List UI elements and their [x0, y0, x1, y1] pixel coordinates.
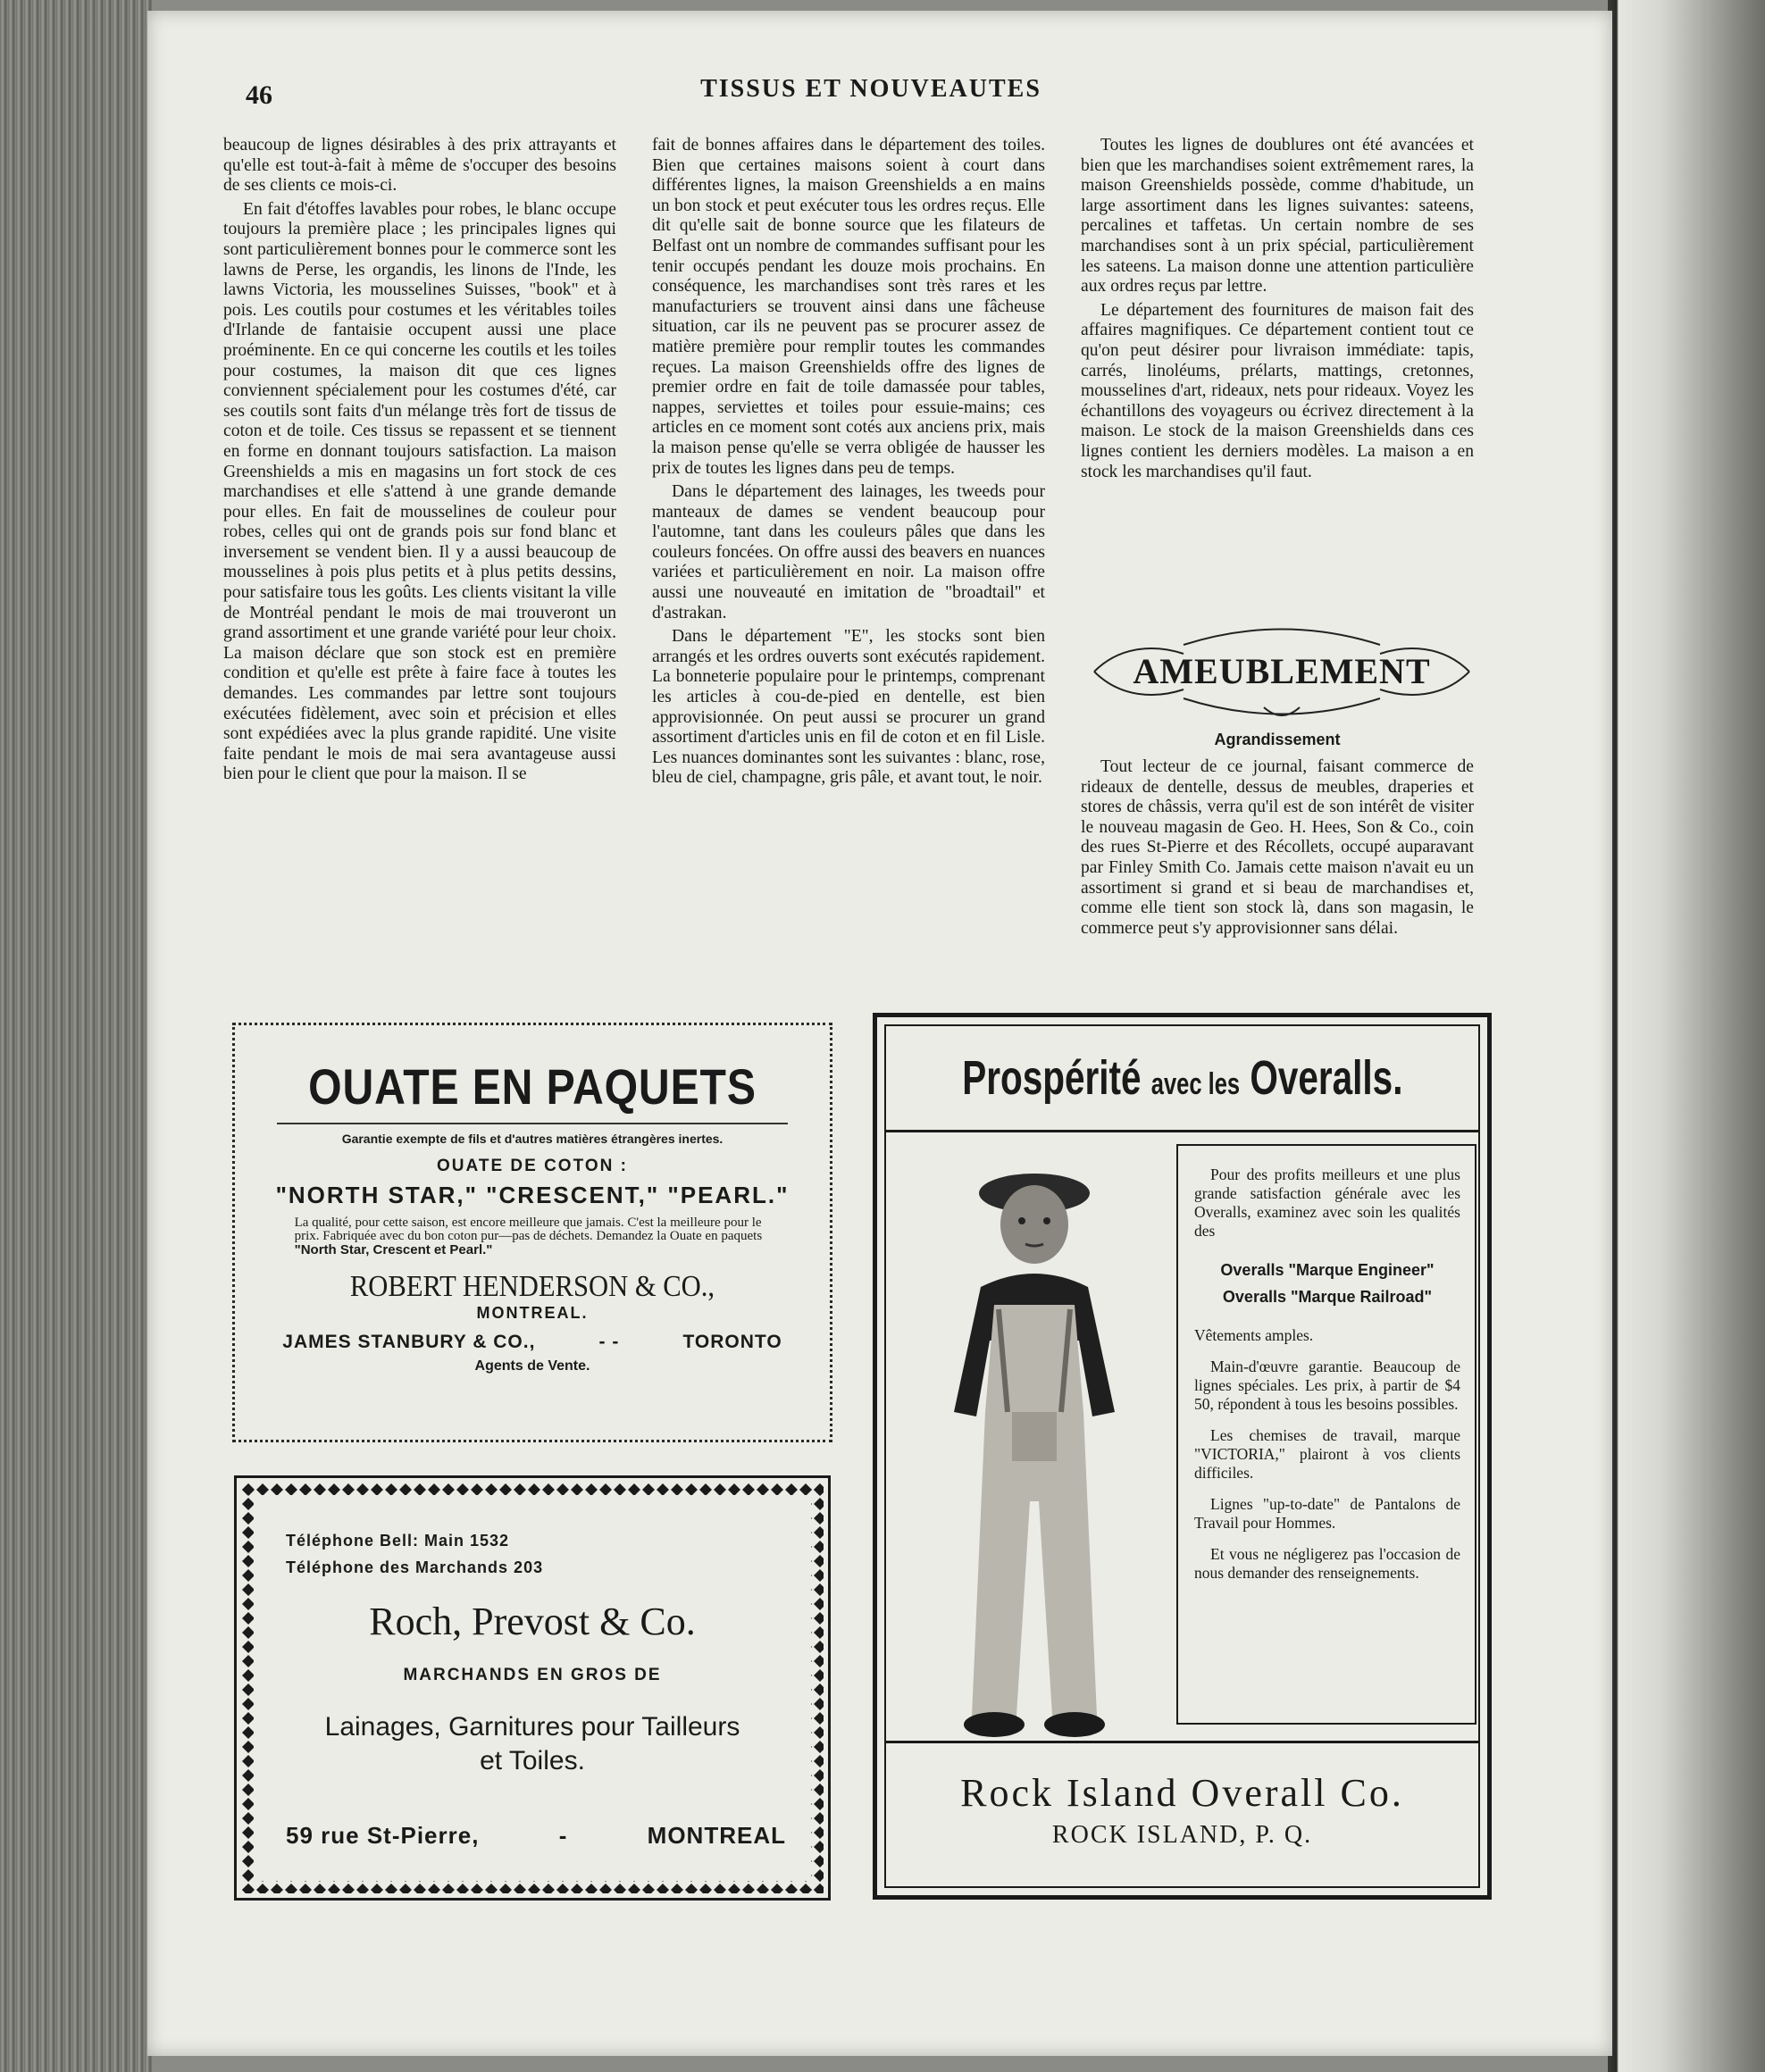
divider [277, 1123, 789, 1124]
ad-location: ROCK ISLAND, P. Q. [1051, 1821, 1313, 1849]
paragraph: Le département des fournitures de maison fait des affaires magnifiques. Ce département contient tout ce qu'on peut désirer pour livraison immédiate: tapis, carrés, linoléums, prélarts, mattings, cretonnes, mousselines d'art, rideaux, nets pour rideaux. Voyez les échantillons des voyageurs ou écrivez directement à la maison. Le stock de la maison Greenshields dans ces lignes contient les derniers modèles. La maison a en stock les marchandises qu'il faut. [1081, 300, 1474, 481]
ad-paragraph: Lignes "up-to-date" de Pantalons de Travail pour Hommes. [1194, 1495, 1460, 1532]
paragraph: Dans le département "E", les stocks sont bien arrangés et les ordres ouverts sont exécutés rapidement. La bonneterie populaire pour le printemps, comprenant les articles à cou-de-pied en dentelle, est bien approvisionnée. On peut aussi se procurer un grand assortiment d'articles unis en fil de coton et en fil Lisle. Les nuances dominantes sont les suivantes : blanc, rose, bleu de ciel, champagne, gris pâle, et avant tout, le noir. [652, 627, 1045, 788]
book-gutter [1608, 0, 1765, 2072]
ad-frame [884, 1024, 1480, 1888]
section-banner [1085, 618, 1478, 725]
ad-address-sep: - [558, 1822, 568, 1849]
ad-headline-word: Overalls. [1250, 1051, 1403, 1105]
ad-telephone-merchants: Téléphone des Marchands 203 [286, 1558, 544, 1576]
ad-telephones [286, 1527, 543, 1581]
ad-firm: Roch, Prevost & Co. [369, 1600, 696, 1643]
ad-agent-sep: - - [598, 1332, 620, 1352]
ad-trade: MARCHANDS EN GROS DE [403, 1666, 662, 1684]
text-column-1 [223, 136, 616, 789]
page-number: 46 [246, 80, 272, 110]
ad-headline-word: Prospérité [961, 1051, 1142, 1105]
paragraph: En fait d'étoffes lavables pour robes, le blanc occupe toujours la première place ; les principales lignes qui sont particulièrement bonnes pour le commerce sont les lawns de Perse, les organdis, les linons de l'Inde, les lawns Victoria, les mousselines Suisses, "book" et à pois. Les coutils pour costumes et les véritables toiles d'Irlande de fantaisie occupent aussi une place proéminente. En ce qui concerne les coutils et les toiles pour costumes, la maison dit que ces lignes conviennent spécialement pour les costumes d'été, car ses coutils sont faits d'un mélange très fort de tissus de coton et de toile. Ces tissus se repassent et se tiennent en forme en donnant toujours satisfaction. La maison Greenshields a mis en magasins un fort stock de ces marchandises et elle s'attend à une grande demande pour elles. En fait de mousselines de couleur pour robes, celles qui ont de grands pois sur fond blanc et inversement se vendent bien. Il y a aussi beaucoup de mousselines à pois plus petits et à plus petits dessins, pour satisfaire tous les goûts. Les clients visitant la ville de Montréal pendant le mois de mai trouveront un grand assortiment et une grande variété pour leur choix. La maison déclare que son stock est en première condition et qu'elle est prête à faire face à toutes les demandes. Les commandes par lettre sont toujours exécutées fidèlement, avec soin et précision et elles sont expédiées avec la plus grande rapidité. Une visite faite pendant le mois de mai sera avantageuse aussi bien pour le client que pour la maison. Il se [223, 199, 616, 784]
advertisement-overalls [873, 1013, 1492, 1900]
ornament-banner-icon [1085, 618, 1478, 725]
ad-headline [886, 1026, 1478, 1132]
ad-headline: OUATE EN PAQUETS [308, 1058, 757, 1115]
svg-text:AMEUBLEMENT: AMEUBLEMENT [1133, 651, 1431, 691]
ad-paragraph: Pour des profits meilleurs et une plus grande satisfaction générale avec les Overalls, examinez avec soin les qualités des [1194, 1166, 1460, 1240]
ad-subhead: OUATE DE COTON : [437, 1157, 628, 1175]
ad-firm-city: MONTREAL. [476, 1304, 589, 1322]
ad-city: MONTREAL [647, 1822, 786, 1849]
ad-brands: "NORTH STAR," "CRESCENT," "PEARL." [275, 1182, 790, 1208]
paragraph: Toutes les lignes de doublures ont été avancées et bien que les marchandises soient extrêmement rares, la maison Greenshields possède, comme d'habitude, un large assortiment dans les lignes suivantes: sateens, percalines et taffetas. Un certain nombre de ses marchandises sont à un prix spécial, particulièrement les sateens. La maison donne une attention particulière aux ordres reçus par lettre. [1081, 136, 1474, 297]
advertisement-ouate [232, 1023, 832, 1442]
ad-address: 59 rue St-Pierre, [286, 1822, 480, 1849]
text-column-3 [1081, 136, 1474, 486]
book-page-edges [0, 0, 152, 2072]
ad-paragraph-text: La qualité, pour cette saison, est encore meilleure que jamais. C'est la meilleure pour le prix. Fabriquée avec du bon coton pur—pas de déchets. Demandez la Ouate en paquets [294, 1216, 763, 1243]
ad-address-row [286, 1822, 786, 1850]
ad-goods-line: Lainages, Garnitures pour Tailleurs [324, 1712, 740, 1742]
ad-brand-railroad: Overalls "Marque Railroad" [1222, 1288, 1433, 1306]
paragraph: Tout lecteur de ce journal, faisant commerce de rideaux de dentelle, dessus de meubles, draperies et stores de châssis, verra qu'il est de son intérêt de visiter le nouveau magasin de Geo. H. Hees, Son & Co., coin des rues St-Pierre et des Récollets, occupé auparavant par Finley Smith Co. Jamais cette maison n'avait eu un assortiment si grand et si beau de marchandises et, comme elle tient son stock là, dans son magasin, le commerce peut s'y approvisionner sans délai. [1081, 757, 1474, 938]
section-text [1081, 757, 1474, 939]
boy-in-overalls-photo [900, 1144, 1168, 1751]
ad-headline-text [962, 1026, 1402, 1136]
ad-telephone-bell: Téléphone Bell: Main 1532 [286, 1532, 510, 1550]
ad-brand-engineer: Overalls "Marque Engineer" [1220, 1261, 1435, 1279]
ad-paragraph: Main-d'œuvre garantie. Beaucoup de lignes spéciales. Les prix, à partir de $4 50, répondent à tous les besoins possibles. [1194, 1358, 1460, 1413]
magazine-page [147, 11, 1612, 2056]
ad-footer [886, 1741, 1478, 1886]
ad-goods-line: et Toiles. [480, 1746, 585, 1775]
ad-paragraph: Vêtements amples. [1194, 1326, 1314, 1344]
paragraph: fait de bonnes affaires dans le département des toiles. Bien que certaines maisons soient à court dans différentes lignes, la maison Greenshields a en mains un bon stock et peut exécuter tous les ordres reçus. Elle dit qu'elle sait de bonne source que les filateurs de Belfast ont un nombre de commandes suffisant pour les tenir occupés pendant les douze mois prochains. En conséquence, les marchandises sont très rares et les manufacturiers se trouvent ainsi dans une fâcheuse situation, car ils ne peuvent pas se procurer assez de matière première pour remplir toutes les commandes reçues. La maison Greenshields offre des lignes de premier ordre en fait de toile damassée pour tables, nappes, serviettes et toiles pour essuie-mains; ces articles en ce moment sont cotés aux anciens prix, mais la maison pense qu'elle se verra obligée de hausser les prix de toutes les lignes dans peu de temps. [652, 136, 1045, 478]
advertisement-roch-prevost [232, 1474, 832, 1902]
section-subtitle: Agrandissement [1214, 731, 1341, 748]
ad-paragraph-brands: "North Star, Crescent et Pearl." [294, 1242, 493, 1257]
ad-agent-row [282, 1332, 782, 1353]
running-title: TISSUS ET NOUVEAUTES [700, 75, 1041, 103]
text-column-2 [652, 136, 1045, 792]
paragraph: beaucoup de lignes désirables à des prix attrayants et qu'elle est tout-à-fait à même de s'occuper des besoins de ses clients ce mois-ci. [223, 136, 616, 196]
ad-agents-label: Agents de Vente. [474, 1358, 590, 1374]
ad-company: Rock Island Overall Co. [960, 1771, 1404, 1815]
ad-paragraph [295, 1216, 771, 1257]
ad-textbox [1176, 1144, 1476, 1725]
ad-headline-word: avec les [1150, 1067, 1240, 1101]
ad-paragraph: Les chemises de travail, marque "VICTORIA," plairont à vos clients difficiles. [1194, 1426, 1460, 1482]
ad-paragraph: Et vous ne négligerez pas l'occasion de nous demander des renseignements. [1194, 1545, 1460, 1582]
ad-goods [241, 1710, 824, 1778]
ad-agent-city: TORONTO [682, 1332, 782, 1352]
ad-guarantee: Garantie exempte de fils et d'autres matières étrangères inertes. [341, 1132, 724, 1146]
paragraph: Dans le département des lainages, les tweeds pour manteaux de dames se vendent beaucoup pour l'automne, tant dans les couleurs pâles que dans les couleurs foncées. On offre aussi des beavers en nuances variées et particulièrement en noir. La maison offre aussi une nouveauté en imitation de "broadtail" et d'astrakan. [652, 482, 1045, 622]
ad-brand-lines [1194, 1257, 1460, 1310]
ad-agent: JAMES STANBURY & CO., [282, 1332, 536, 1352]
ad-firm: ROBERT HENDERSON & CO., [349, 1270, 715, 1303]
